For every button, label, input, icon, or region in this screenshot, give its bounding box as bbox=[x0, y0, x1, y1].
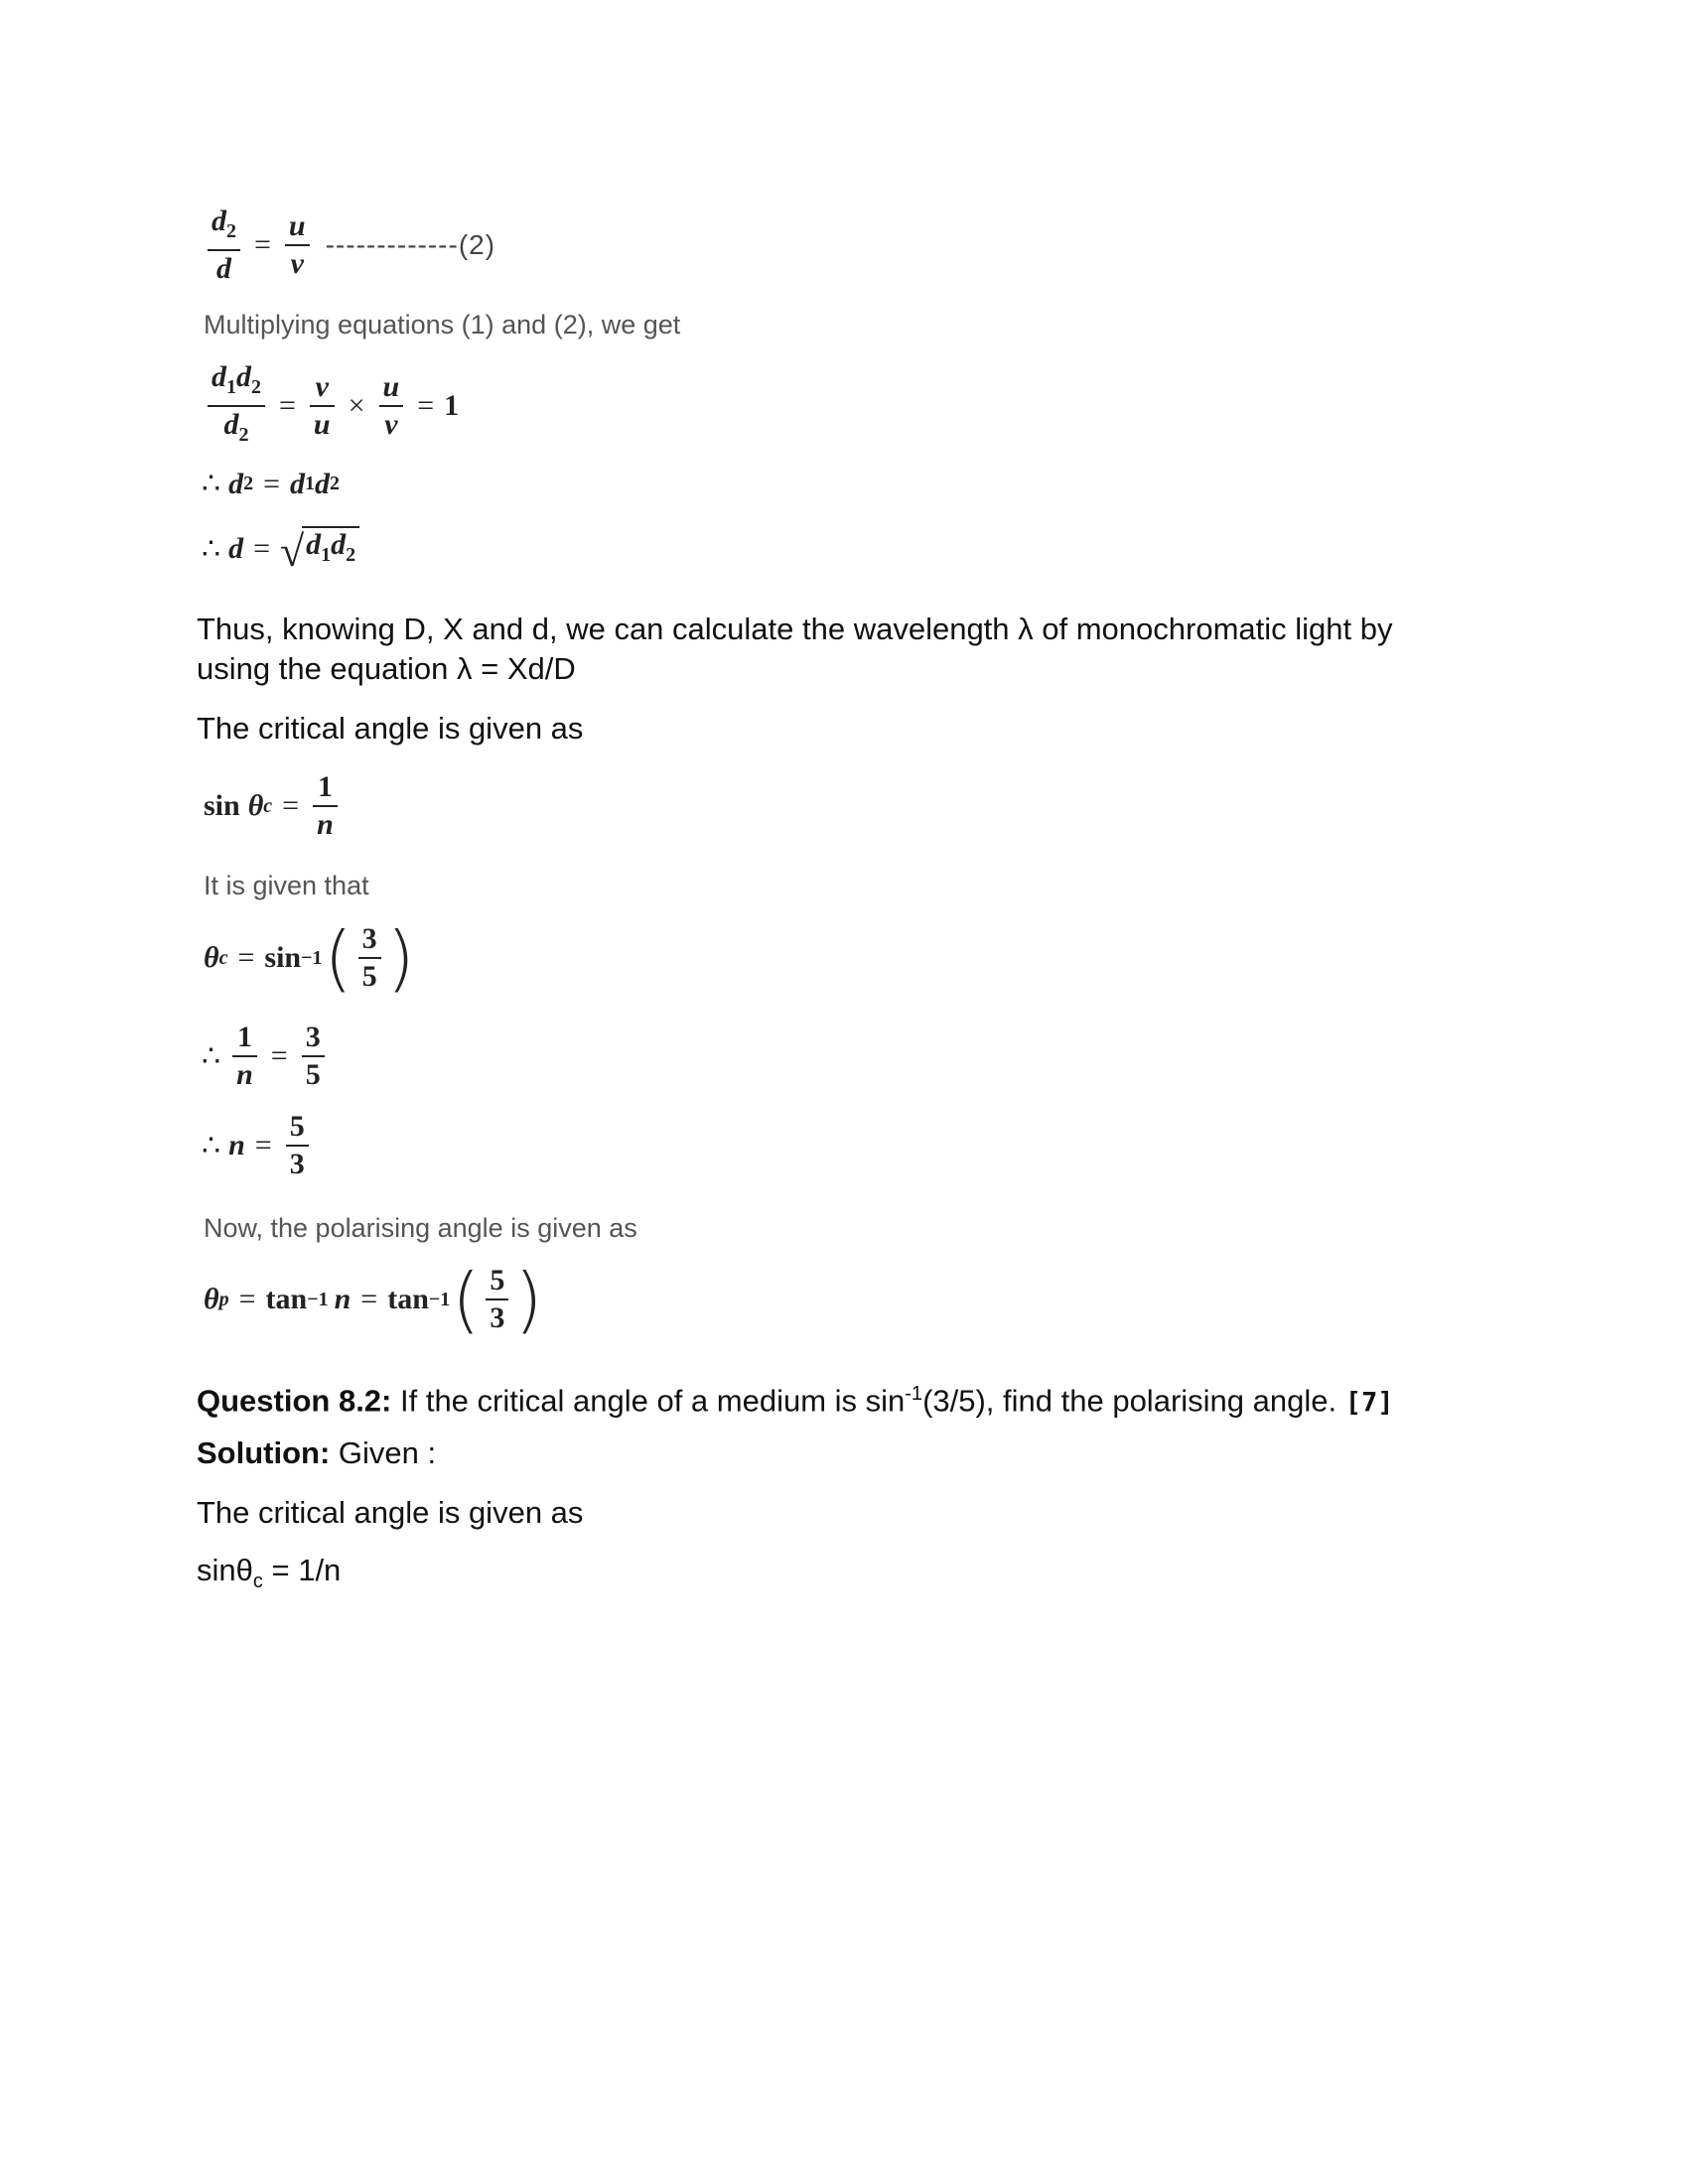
result-value: 1 bbox=[444, 389, 460, 422]
var-d: d bbox=[236, 360, 251, 393]
var-d: d bbox=[223, 408, 239, 441]
right-paren: ) bbox=[514, 1258, 543, 1341]
equals-sign: = bbox=[237, 941, 255, 974]
therefore-symbol: ∴ bbox=[202, 532, 221, 566]
subscript: 2 bbox=[226, 220, 236, 242]
var-d: d bbox=[290, 467, 306, 500]
var-n: n bbox=[236, 1058, 253, 1091]
fraction-1-over-n bbox=[313, 769, 338, 843]
subscript: 2 bbox=[238, 424, 249, 446]
var-theta: θ bbox=[204, 1283, 219, 1315]
equals-sign: = bbox=[270, 1039, 288, 1072]
fraction-u-over-v bbox=[379, 369, 404, 443]
subscript: 2 bbox=[251, 376, 261, 398]
var-v: v bbox=[315, 370, 329, 403]
denominator: 3 bbox=[289, 1148, 305, 1180]
equals-sign: = bbox=[282, 789, 300, 822]
equation-product bbox=[204, 359, 459, 453]
equation-one-over-n bbox=[202, 1020, 329, 1093]
numerator: 1 bbox=[236, 1021, 252, 1053]
var-d: d bbox=[211, 360, 226, 393]
times-sign: × bbox=[348, 389, 365, 422]
var-u: u bbox=[288, 209, 306, 242]
polarising-text: Now, the polarising angle is given as bbox=[204, 1213, 637, 1243]
multiply-text: Multiplying equations (1) and (2), we get bbox=[204, 310, 681, 340]
fraction-5-over-3 bbox=[286, 1109, 309, 1182]
var-d: d bbox=[228, 467, 244, 500]
subscript: c bbox=[218, 946, 228, 969]
var-d: d bbox=[211, 205, 226, 237]
equals-sign: = bbox=[253, 532, 271, 565]
var-d: d bbox=[228, 532, 244, 565]
sin-function: sin bbox=[264, 941, 302, 974]
var-theta: θ bbox=[247, 789, 264, 822]
square-root bbox=[280, 526, 359, 576]
right-paren: ) bbox=[386, 916, 415, 1000]
final-equation bbox=[197, 1551, 341, 1601]
fraction-u-over-v bbox=[285, 208, 310, 282]
equals-sign: = bbox=[360, 1283, 378, 1315]
paragraph-line: using the equation λ = Xd/D bbox=[197, 651, 576, 686]
marks-badge: [7] bbox=[1344, 1387, 1394, 1419]
fraction-3-over-5 bbox=[302, 1020, 325, 1093]
paragraph-thus bbox=[197, 610, 1392, 689]
superscript: −1 bbox=[301, 946, 323, 969]
subscript: 1 bbox=[321, 544, 332, 566]
superscript: −1 bbox=[307, 1288, 329, 1310]
paragraph-critical-angle-2: The critical angle is given as bbox=[197, 1495, 584, 1530]
var-n: n bbox=[228, 1129, 245, 1161]
fraction-v-over-u bbox=[310, 369, 335, 443]
equation-theta-c bbox=[204, 916, 417, 1000]
fraction-5-over-3 bbox=[486, 1263, 508, 1336]
equals-sign: = bbox=[417, 389, 435, 422]
numerator: 5 bbox=[289, 1110, 305, 1143]
paragraph-line: Thus, knowing D, X and d, we can calculate the wavelength λ of monochromatic light by bbox=[197, 612, 1393, 646]
subscript: c bbox=[263, 794, 273, 817]
superscript: −1 bbox=[428, 1288, 451, 1310]
fraction-d1d2-over-d2 bbox=[208, 359, 265, 453]
var-theta: θ bbox=[204, 941, 219, 974]
subscript: 1 bbox=[305, 473, 316, 494]
superscript: 2 bbox=[243, 473, 254, 494]
fraction-d2-over-d bbox=[208, 204, 240, 287]
equation-text: sinθ bbox=[197, 1553, 253, 1587]
solution-heading bbox=[197, 1433, 436, 1473]
var-d: d bbox=[216, 252, 231, 285]
question-label: Question 8.2: bbox=[197, 1383, 392, 1419]
subscript: 2 bbox=[346, 544, 356, 566]
tan-function: tan bbox=[265, 1283, 308, 1315]
var-u: u bbox=[313, 408, 331, 441]
equation-d-sqrt bbox=[202, 526, 359, 576]
numerator: 3 bbox=[361, 922, 377, 955]
var-v: v bbox=[290, 247, 304, 280]
denominator: 5 bbox=[305, 1058, 321, 1091]
question-text: (3/5), find the polarising angle. bbox=[922, 1383, 1345, 1419]
superscript: -1 bbox=[905, 1383, 923, 1405]
numerator: 1 bbox=[317, 770, 333, 803]
equation-sin-theta-c bbox=[204, 769, 342, 843]
question-text: If the critical angle of a medium is sin bbox=[391, 1383, 906, 1419]
var-v: v bbox=[384, 408, 398, 441]
equals-sign: = bbox=[279, 389, 296, 422]
sin-function: sin bbox=[204, 789, 240, 822]
equals-sign: = bbox=[254, 228, 271, 261]
left-paren: ( bbox=[324, 916, 352, 1000]
numerator: 3 bbox=[305, 1021, 321, 1053]
solution-text: Given : bbox=[330, 1435, 437, 1470]
sqrt-icon: √ bbox=[280, 527, 305, 576]
left-paren: ( bbox=[452, 1258, 481, 1341]
fraction-1-over-n bbox=[232, 1020, 257, 1093]
therefore-symbol: ∴ bbox=[202, 1039, 221, 1073]
var-n: n bbox=[334, 1283, 352, 1315]
denominator: 5 bbox=[361, 960, 377, 993]
therefore-symbol: ∴ bbox=[202, 1129, 221, 1162]
equals-sign: = bbox=[238, 1283, 256, 1315]
equals-sign: = bbox=[254, 1129, 272, 1161]
var-d: d bbox=[331, 528, 347, 561]
var-d: d bbox=[306, 528, 322, 561]
equals-sign: = bbox=[263, 467, 281, 500]
given-text: It is given that bbox=[204, 871, 369, 900]
subscript: p bbox=[218, 1288, 229, 1310]
var-u: u bbox=[382, 370, 400, 403]
question-8-2 bbox=[197, 1374, 1394, 1423]
equation-label: -------------(2) bbox=[325, 229, 496, 260]
equation-n bbox=[202, 1109, 313, 1182]
equation-theta-p bbox=[204, 1258, 544, 1341]
fraction-3-over-5 bbox=[358, 921, 381, 995]
var-n: n bbox=[317, 808, 334, 841]
tan-function: tan bbox=[387, 1283, 429, 1315]
solution-label: Solution: bbox=[197, 1435, 331, 1470]
subscript: 1 bbox=[226, 376, 236, 398]
equation-d-squared bbox=[202, 467, 340, 501]
equation-2 bbox=[204, 204, 495, 287]
denominator: 3 bbox=[490, 1301, 505, 1334]
therefore-symbol: ∴ bbox=[202, 468, 221, 500]
equation-text: = 1/n bbox=[262, 1553, 342, 1587]
numerator: 5 bbox=[490, 1264, 505, 1297]
var-d: d bbox=[315, 467, 331, 500]
subscript: 2 bbox=[330, 473, 341, 494]
paragraph-critical-angle: The critical angle is given as bbox=[197, 711, 584, 746]
subscript: c bbox=[252, 1570, 263, 1593]
